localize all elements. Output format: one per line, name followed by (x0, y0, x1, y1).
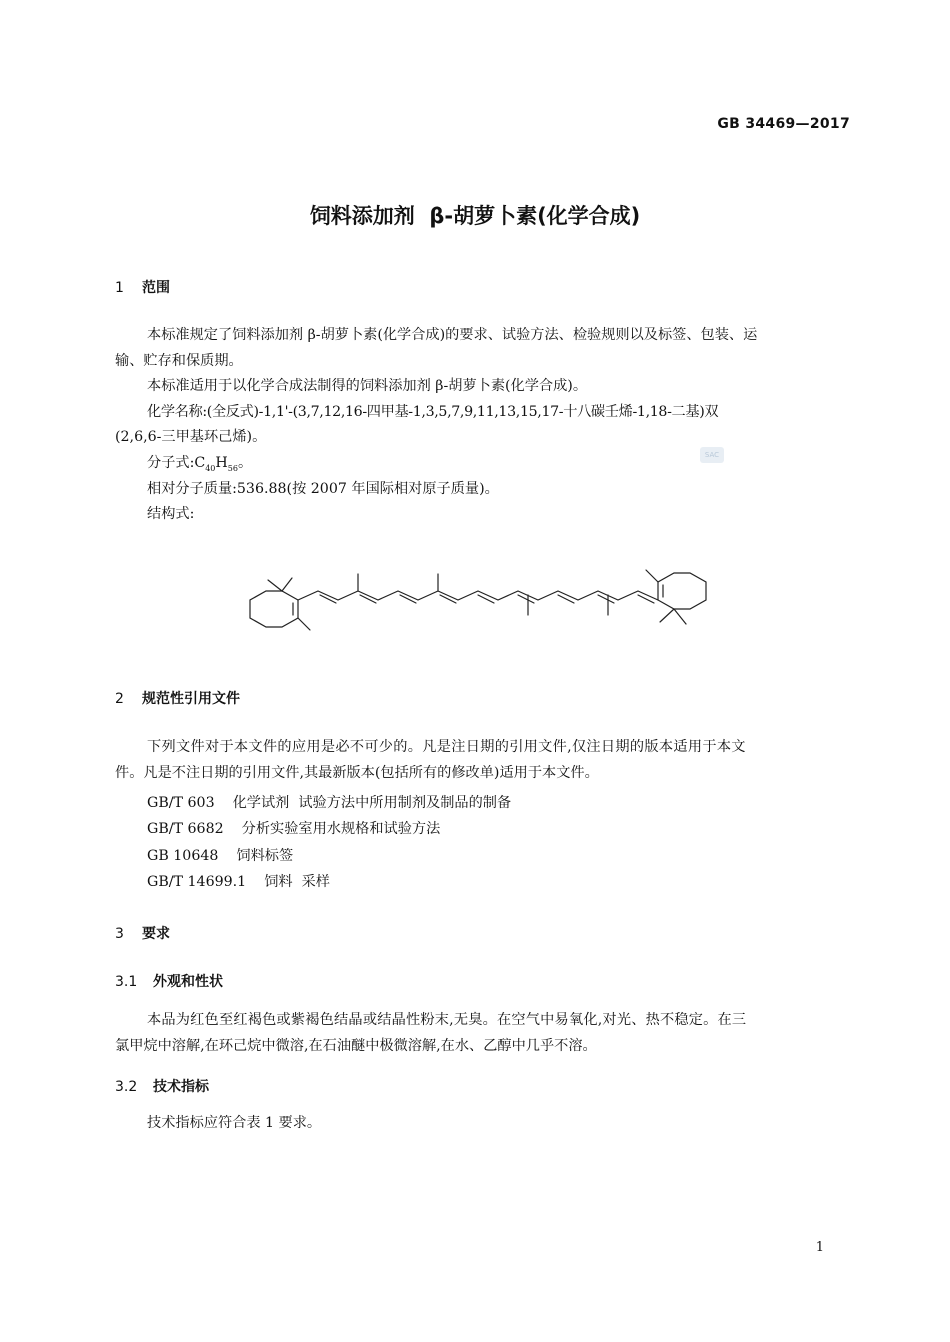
subsection-3-1-heading (115, 971, 223, 991)
sac-watermark: SAC (700, 447, 724, 463)
standard-number: GB 34469—2017 (717, 116, 850, 132)
section-number: 3 (115, 926, 124, 942)
section-2-heading (115, 688, 240, 708)
reference-title: 化学试剂 试验方法中所用制剂及制品的制备 (232, 795, 512, 811)
formula-label: 分子式: (147, 455, 195, 471)
section-number: 2 (115, 691, 124, 707)
section-title: 规范性引用文件 (142, 691, 240, 707)
section-title: 要求 (142, 926, 170, 942)
page-number: 1 (815, 1240, 824, 1255)
reference-code: GB 10648 (147, 848, 219, 864)
appearance-line2: 氯甲烷中溶解,在环己烷中微溶,在石油醚中极微溶解,在水、乙醇中几乎不溶。 (115, 1038, 597, 1054)
reference-title: 饲料标签 (236, 848, 294, 864)
reference-title: 分析实验室用水规格和试验方法 (241, 821, 441, 837)
section-3-heading (115, 923, 170, 943)
subsection-number: 3.2 (115, 1079, 138, 1095)
right-ring (658, 573, 706, 609)
formula-end: 。 (237, 455, 253, 471)
normative-para-line2: 件。凡是不注日期的引用文件,其最新版本(包括所有的修改单)适用于本文件。 (115, 765, 599, 781)
scope-para-line1: 本标准规定了饲料添加剂 β-胡萝卜素(化学合成)的要求、试验方法、检验规则以及标签、包装、运 (147, 327, 758, 343)
formula-c-sub: 40 (205, 463, 216, 473)
reference-item (147, 871, 330, 891)
chemical-name-line1: 化学名称:(全反式)-1,1'-(3,7,12,16-四甲基-1,3,5,7,9,11,13,15,17-十八碳壬烯-1,18-二基)双 (147, 404, 719, 420)
chemical-name-line2: (2,6,6-三甲基环己烯)。 (115, 429, 267, 445)
appearance-line1: 本品为红色至红褐色或紫褐色结晶或结晶性粉末,无臭。在空气中易氧化,对光、热不稳定。在三 (147, 1012, 747, 1028)
section-title: 范围 (142, 280, 170, 296)
reference-code: GB/T 14699.1 (147, 874, 247, 890)
normative-para-line1: 下列文件对于本文件的应用是必不可少的。凡是注日期的引用文件,仅注日期的版本适用于本文 (147, 739, 746, 755)
subsection-number: 3.1 (115, 974, 138, 990)
reference-item (147, 845, 293, 865)
left-ring (250, 591, 298, 627)
reference-code: GB/T 603 (147, 795, 215, 811)
formula-h: H (215, 455, 228, 471)
document-title: 饲料添加剂 β-胡萝卜素(化学合成) (309, 204, 641, 228)
subsection-title: 技术指标 (153, 1079, 209, 1095)
scope-para-line2: 输、贮存和保质期。 (115, 353, 243, 369)
reference-code: GB/T 6682 (147, 821, 224, 837)
formula-c: C (194, 455, 206, 471)
reference-item (147, 818, 440, 838)
section-1-heading (115, 277, 170, 297)
scope-applicability: 本标准适用于以化学合成法制得的饲料添加剂 β-胡萝卜素(化学合成)。 (147, 378, 588, 394)
reference-item (147, 792, 511, 812)
structural-formula (240, 560, 720, 640)
subsection-3-2-heading (115, 1076, 209, 1096)
formula-h-sub: 56 (227, 463, 238, 473)
section-number: 1 (115, 280, 124, 296)
reference-title: 饲料 采样 (264, 874, 330, 890)
structure-label: 结构式: (147, 506, 195, 522)
subsection-title: 外观和性状 (153, 974, 223, 990)
molecular-mass: 相对分子质量:536.88(按 2007 年国际相对原子质量)。 (147, 481, 499, 497)
technical-indicators-text: 技术指标应符合表 1 要求。 (147, 1115, 322, 1131)
